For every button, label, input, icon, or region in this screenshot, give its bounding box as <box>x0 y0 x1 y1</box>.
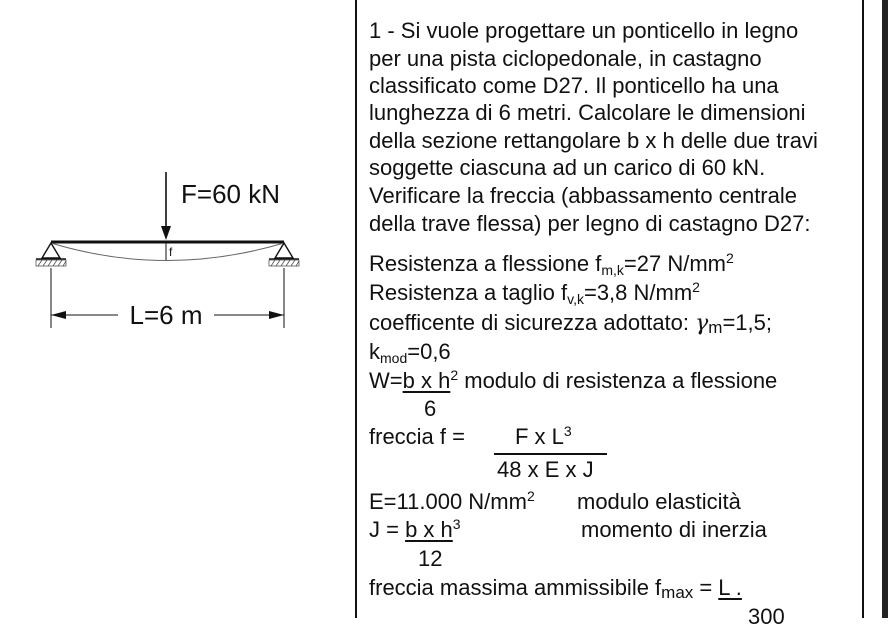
kmod-value: $k_{mod}=0,6$ <box>369 339 451 366</box>
problem-line: per una pista ciclopedonale, in castagno <box>369 46 762 71</box>
elastic-modulus: E=11.000 $N/mm^2$ <box>369 488 535 514</box>
right-border-line <box>862 0 864 618</box>
span-label: L=6 m <box>129 300 203 330</box>
problem-line: 1 - Si vuole progettare un ponticello in legno <box>369 18 799 43</box>
bending-strength: Resistenza a flessione $f_{m,k}=27$ $N/mm^2$ <box>369 250 734 278</box>
deflection-numerator: F x $L^3$ <box>515 423 572 449</box>
deflected-shape <box>51 243 284 261</box>
section-modulus: W=b x $h^2$ modulo di resistenza a flessione <box>369 367 778 393</box>
deflection-label: f <box>169 245 173 259</box>
problem-line: della trave flessa) per legno di castagno D27: <box>369 211 811 236</box>
moment-of-inertia: J = b x $h^3$ <box>369 516 461 542</box>
problem-line: lunghezza di 6 metri. Calcolare le dimensioni <box>369 100 806 125</box>
safety-coefficient: coefficente di sicurezza adottato: γm=1,5; <box>369 310 772 337</box>
moment-of-inertia-desc: momento di inerzia <box>581 517 767 542</box>
force-arrow-head <box>161 226 171 240</box>
scroll-edge <box>882 0 888 618</box>
moment-of-inertia-denominator: 12 <box>418 546 443 571</box>
max-deflection-denominator: 300 <box>748 604 785 629</box>
force-label: F=60 kN <box>181 179 280 209</box>
problem-line: Verificare la freccia (abbassamento centrale <box>369 183 797 208</box>
elastic-modulus-desc: modulo elasticità <box>577 489 741 514</box>
dimension-arrow-left <box>51 311 66 319</box>
shear-strength: Resistenza a taglio $f_{v,k}=3,8$ $N/mm^2$ <box>369 279 700 307</box>
deflection-fraction-line <box>494 453 607 455</box>
left-border-line <box>355 0 357 618</box>
dimension-arrow-right <box>269 311 284 319</box>
section-modulus-denominator: 6 <box>424 396 437 421</box>
problem-line: soggette ciascuna ad un carico di 60 kN. <box>369 155 766 180</box>
max-deflection: freccia massima ammissibile fmax = L . <box>369 575 742 602</box>
problem-line: classificato come D27. Il ponticello ha una <box>369 73 779 98</box>
deflection-denominator: 48 x E x J <box>497 457 594 482</box>
beam-diagram <box>0 170 350 340</box>
deflection-label: freccia f = <box>369 424 465 449</box>
problem-line: della sezione rettangolare b x h delle due travi <box>369 128 818 153</box>
